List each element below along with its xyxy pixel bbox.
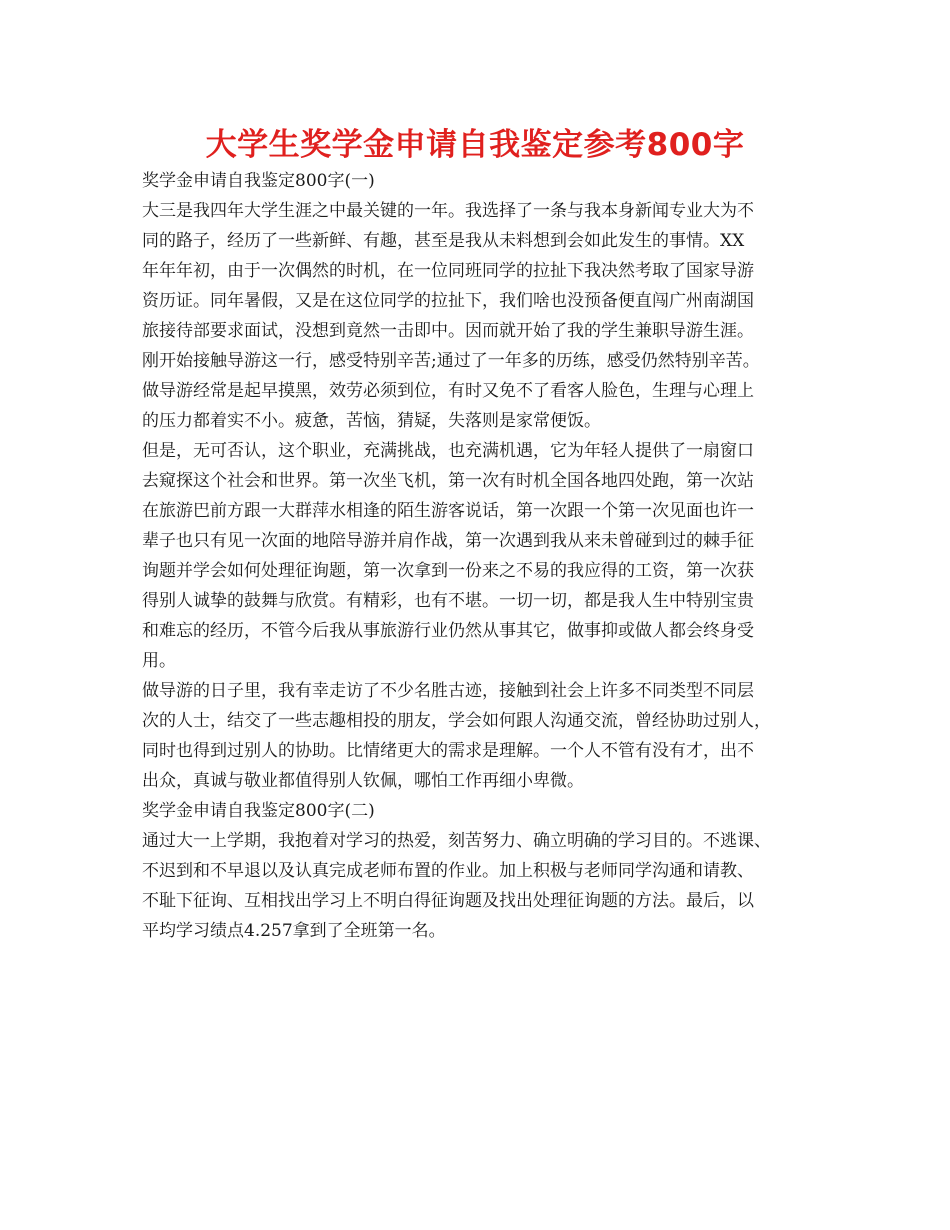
text-line: 做导游的日子里，我有幸走访了不少名胜古迹，接触到社会上许多不同类型不同层 [142, 681, 754, 701]
text-line: 旅接待部要求面试，没想到竟然一击即中。因而就开始了我的学生兼职导游生涯。 [142, 321, 754, 341]
document-body [142, 166, 832, 946]
section-heading-2: 奖学金申请自我鉴定800字(二) [142, 801, 375, 821]
text-line: 在旅游巴前方跟一大群萍水相逢的陌生游客说话，第一次跟一个第一次见面也许一 [142, 501, 754, 521]
text-line: 平均学习绩点4.257拿到了全班第一名。 [142, 921, 446, 941]
text-line: 询题并学会如何处理征询题，第一次拿到一份来之不易的我应得的工资，第一次获 [142, 561, 754, 581]
text-line: 和难忘的经历，不管今后我从事旅游行业仍然从事其它，做事抑或做人都会终身受 [142, 621, 754, 641]
text-line: 出众，真诚与敬业都值得别人钦佩，哪怕工作再细小卑微。 [142, 771, 584, 791]
text-line: 去窥探这个社会和世界。第一次坐飞机，第一次有时机全国各地四处跑，第一次站 [142, 471, 754, 491]
text-line: 做导游经常是起早摸黑，效劳必须到位，有时又免不了看客人脸色，生理与心理上 [142, 381, 754, 401]
text-line: 次的人士，结交了一些志趣相投的朋友，学会如何跟人沟通交流，曾经协助过别人， [142, 711, 771, 731]
text-line: 通过大一上学期，我抱着对学习的热爱，刻苦努力、确立明确的学习目的。不逃课、 [142, 831, 771, 851]
text-line: 辈子也只有见一次面的地陪导游并肩作战，第一次遇到我从来未曾碰到过的棘手征 [142, 531, 754, 551]
text-line: 同时也得到过别人的协助。比情绪更大的需求是理解。一个人不管有没有才，出不 [142, 741, 754, 761]
text-line: 但是，无可否认，这个职业，充满挑战，也充满机遇，它为年轻人提供了一扇窗口 [142, 441, 754, 461]
text-line: 不迟到和不早退以及认真完成老师布置的作业。加上积极与老师同学沟通和请教、 [142, 861, 754, 881]
text-line: 用。 [142, 651, 176, 671]
text-line: 同的路子，经历了一些新鲜、有趣，甚至是我从未料想到会如此发生的事情。XX [142, 231, 745, 251]
document-title: 大学生奖学金申请自我鉴定参考800字 [205, 127, 745, 163]
text-line: 大三是我四年大学生涯之中最关键的一年。我选择了一条与我本身新闻专业大为不 [142, 201, 754, 221]
text-line: 不耻下征询、互相找出学习上不明白得征询题及找出处理征询题的方法。最后，以 [142, 891, 754, 911]
text-line: 资历证。同年暑假，又是在这位同学的拉扯下，我们啥也没预备便直闯广州南湖国 [142, 291, 754, 311]
text-line: 的压力都着实不小。疲惫，苦恼，猜疑，失落则是家常便饭。 [142, 411, 601, 431]
text-line: 年年年初，由于一次偶然的时机，在一位同班同学的拉扯下我决然考取了国家导游 [142, 261, 754, 281]
text-line: 刚开始接触导游这一行，感受特别辛苦;通过了一年多的历练，感受仍然特别辛苦。 [142, 351, 760, 371]
section-heading-1: 奖学金申请自我鉴定800字(一) [142, 171, 375, 191]
text-line: 得别人诚挚的鼓舞与欣赏。有精彩，也有不堪。一切一切，都是我人生中特别宝贵 [142, 591, 754, 611]
